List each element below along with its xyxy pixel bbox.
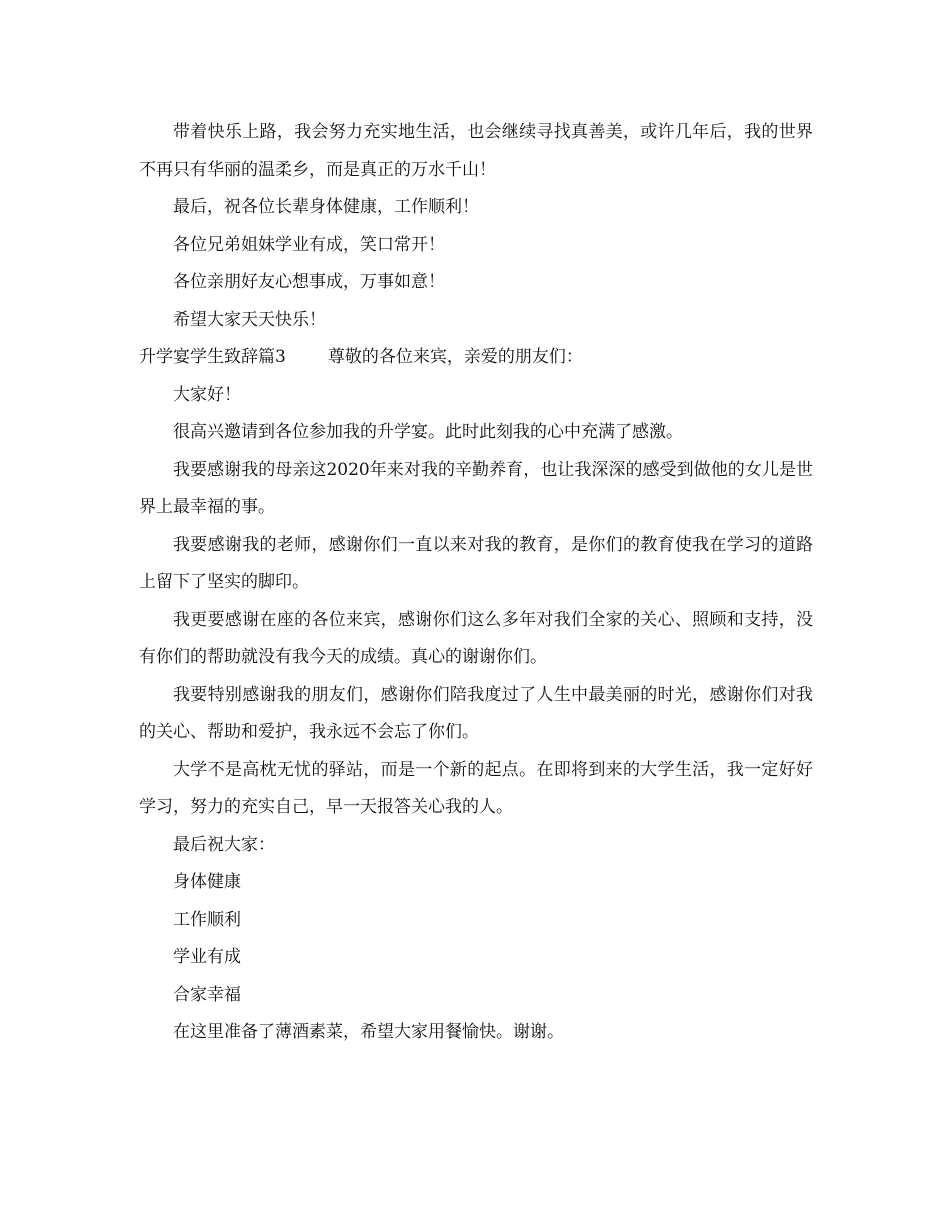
wish-item-family: 合家幸福 [173, 984, 241, 1005]
salutation: 尊敬的各位来宾，亲爱的朋友们： [327, 347, 583, 367]
paragraph-thanks-teachers: 我要感谢我的老师，感谢你们一直以来对我的教育，是你们的教育使我在学习的道路上留下了坚实的脚印。 [139, 534, 813, 592]
paragraph-invitation: 很高兴邀请到各位参加我的升学宴。此时此刻我的心中充满了感激。 [173, 422, 683, 442]
section-heading-line [139, 339, 813, 377]
paragraph-greeting: 大家好！ [173, 384, 241, 405]
paragraph-final-wishes: 最后祝大家： [173, 834, 275, 855]
document-body [139, 114, 813, 1052]
section-heading: 升学宴学生致辞篇3 [139, 347, 286, 367]
paragraph-wish-everyone: 希望大家天天快乐！ [173, 309, 326, 330]
paragraph-thanks-friends: 我要特别感谢我的朋友们，感谢你们陪我度过了人生中最美丽的时光，感谢你们对我的关心、帮助和爱护，我永远不会忘了你们。 [139, 684, 813, 742]
paragraph-thanks-mother: 我要感谢我的母亲这2020年来对我的辛勤养育，也让我深深的感受到做他的女儿是世界上最幸福的事。 [139, 459, 813, 517]
paragraph-wish-elders: 最后，祝各位长辈身体健康，工作顺利！ [173, 197, 479, 217]
wish-item-work: 工作顺利 [173, 909, 241, 930]
wish-item-study: 学业有成 [173, 947, 241, 967]
paragraph-wish-friends: 各位亲朋好友心想事成，万事如意！ [173, 272, 445, 292]
paragraph-journey: 带着快乐上路，我会努力充实地生活，也会继续寻找真善美，或许几年后，我的世界不再只有华丽的温柔乡，而是真正的万水千山！ [139, 122, 813, 180]
paragraph-thanks-guests: 我更要感谢在座的各位来宾，感谢你们这么多年对我们全家的关心、照顾和支持，没有你们的帮助就没有我今天的成绩。真心的谢谢你们。 [139, 609, 813, 667]
paragraph-wish-siblings: 各位兄弟姐妹学业有成，笑口常开！ [173, 234, 445, 255]
wish-item-health: 身体健康 [173, 872, 241, 892]
paragraph-closing: 在这里准备了薄酒素菜，希望大家用餐愉快。谢谢。 [173, 1022, 564, 1042]
paragraph-university: 大学不是高枕无忧的驿站，而是一个新的起点。在即将到来的大学生活，我一定好好学习，努力的充实自己，早一天报答关心我的人。 [139, 759, 813, 817]
